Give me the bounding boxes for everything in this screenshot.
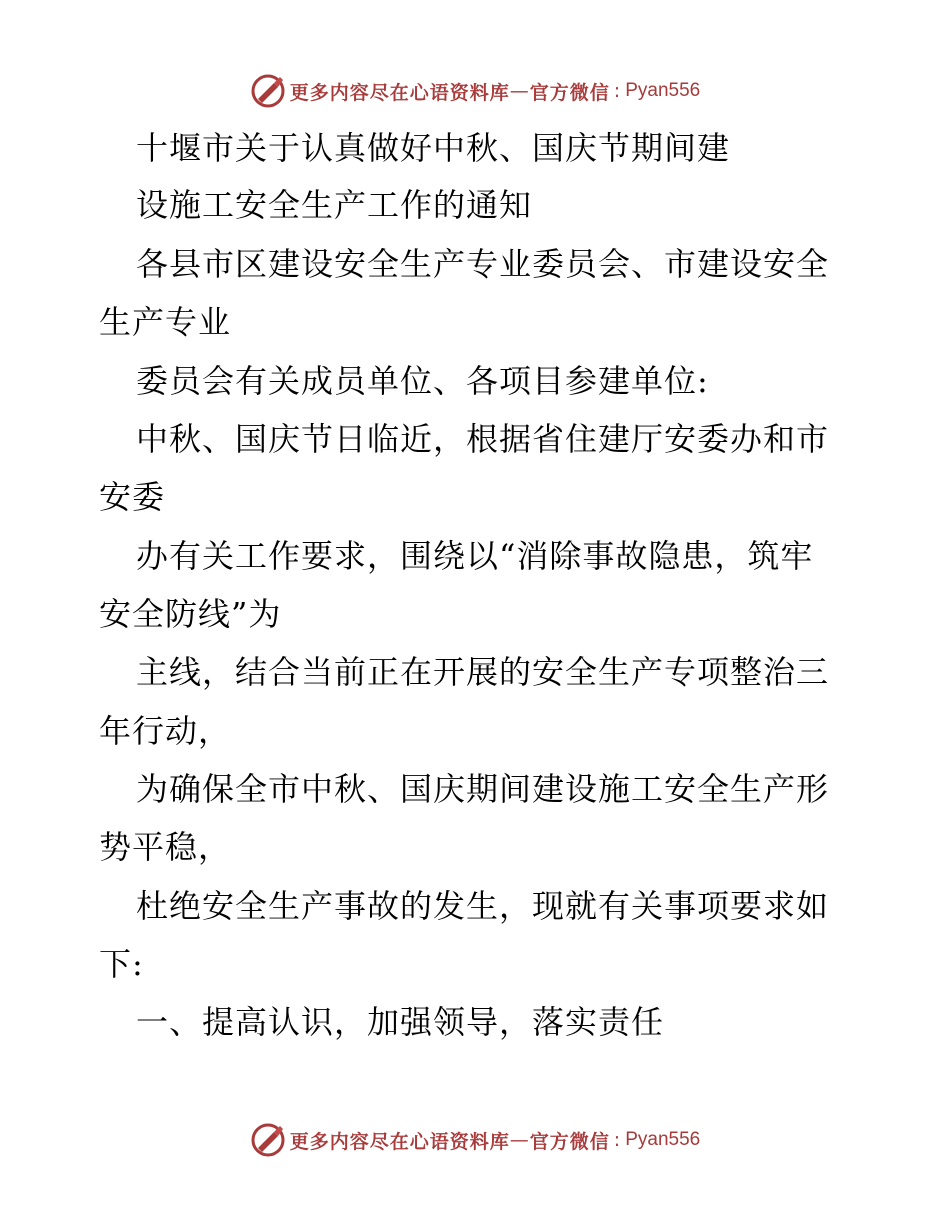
watermark-brand: 更多内容尽在心语资料库: [289, 81, 510, 104]
title-line-2: 设施工安全生产工作的通知: [136, 186, 533, 224]
watermark-wechat-label: 官方微信: [529, 81, 610, 104]
watermark-separator: —: [509, 1129, 530, 1151]
paragraph-line-6: 年行动，: [99, 712, 232, 750]
paragraph-line-7: 为确保全市中秋、国庆期间建设施工安全生产形: [136, 770, 830, 808]
paragraph-line-2: 安委: [99, 478, 166, 516]
addressee-line-2: 生产专业: [99, 303, 232, 341]
watermark-brand: 更多内容尽在心语资料库: [289, 1130, 510, 1153]
watermark-account: Pyan556: [625, 80, 701, 101]
watermark-colon: :: [613, 80, 622, 102]
pen-logo-icon: [250, 73, 286, 109]
header-watermark: [0, 71, 950, 111]
watermark-separator: —: [509, 80, 530, 102]
watermark-colon: :: [613, 1129, 622, 1151]
paragraph-line-8: 势平稳，: [99, 828, 232, 866]
addressee-line-1: 各县市区建设安全生产专业委员会、市建设安全: [136, 245, 830, 283]
section-1-heading: 一、提高认识，加强领导，落实责任: [136, 1003, 665, 1041]
paragraph-line-1: 中秋、国庆节日临近，根据省住建厅安委办和市: [136, 420, 830, 458]
pen-logo-icon: [250, 1122, 286, 1158]
paragraph-line-9: 杜绝安全生产事故的发生，现就有关事项要求如: [136, 887, 830, 925]
paragraph-line-3: 办有关工作要求，围绕以“消除事故隐患，筑牢: [136, 537, 814, 575]
paragraph-line-4: 安全防线”为: [99, 595, 282, 633]
addressee-line-3: 委员会有关成员单位、各项目参建单位:: [136, 362, 709, 400]
watermark-wechat-label: 官方微信: [529, 1130, 610, 1153]
title-line-1: 十堰市关于认真做好中秋、国庆节期间建: [136, 129, 731, 167]
footer-watermark: [0, 1120, 950, 1160]
paragraph-line-10: 下:: [99, 945, 144, 983]
paragraph-line-5: 主线，结合当前正在开展的安全生产专项整治三: [136, 653, 830, 691]
watermark-account: Pyan556: [625, 1129, 701, 1150]
